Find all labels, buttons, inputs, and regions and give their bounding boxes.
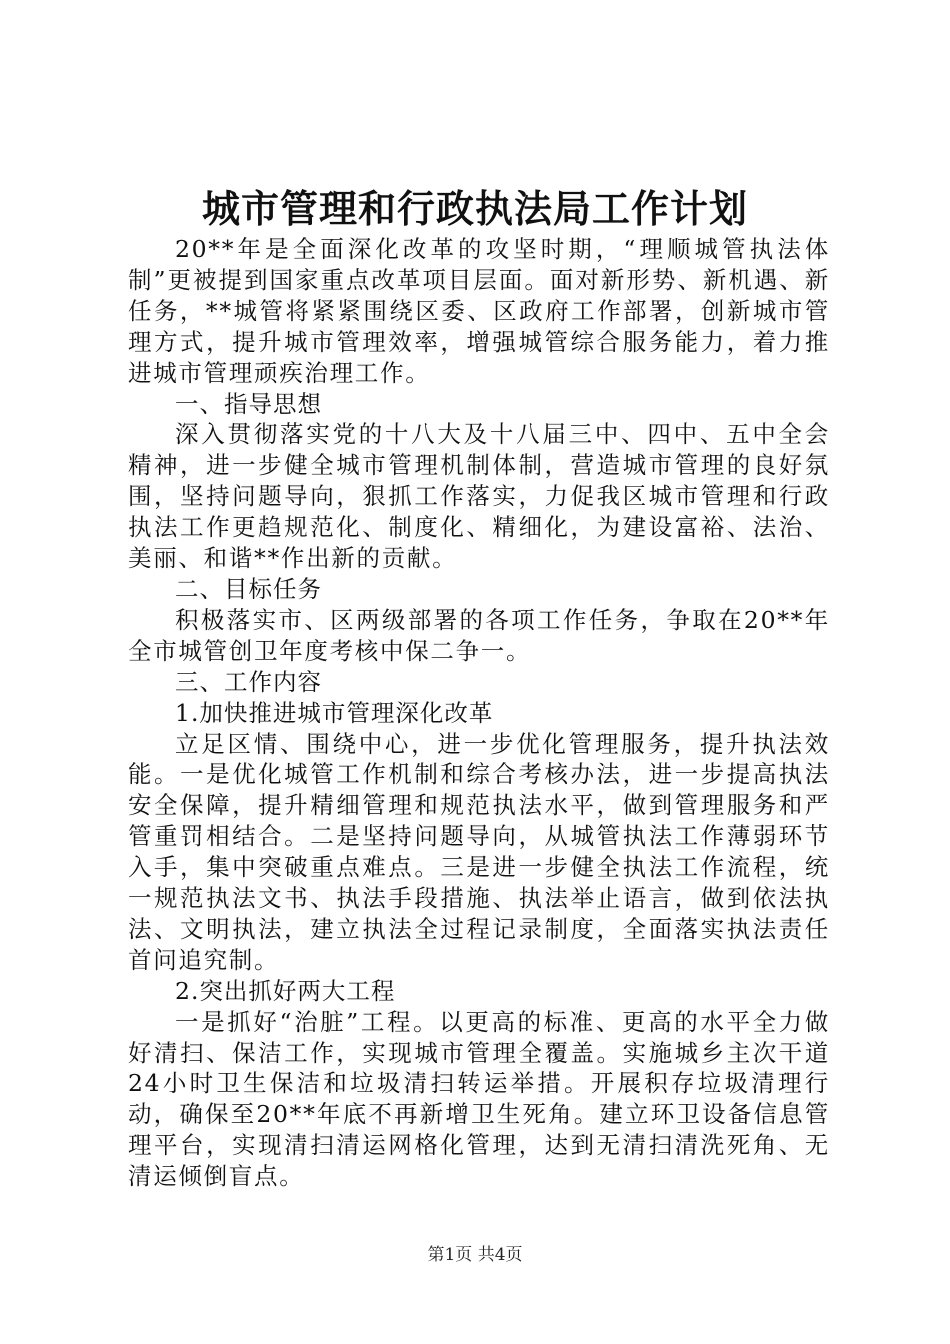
section-heading-work-content: 三、工作内容 [175,667,322,696]
document-body [128,234,830,1192]
document-title: 城市管理和行政执法局工作计划 [201,186,748,231]
goals-paragraph: 积极落实市、区两级部署的各项工作任务，争取在20**年全市城管创卫年度考核中保二争一。 [128,605,830,665]
reform-paragraph: 立足区情、围绕中心，进一步优化管理服务，提升执法效能。一是优化城管工作机制和综合考核办法，进一步提高执法安全保障，提升精细管理和规范执法水平，做到管理服务和严管重罚相结合。二是坚持问题导向，从城管执法工作薄弱环节入手，集中突破重点难点。三是进一步健全执法工作流程，统一规范执法文书、执法手段措施、执法举止语言，做到依法执法、文明执法，建立执法全过程记录制度，全面落实执法责任首问追究制。 [128,729,830,974]
guiding-thought-paragraph: 深入贯彻落实党的十八大及十八届三中、四中、五中全会精神，进一步健全城市管理机制体制，营造城市管理的良好氛围，坚持问题导向，狠抓工作落实，力促我区城市管理和行政执法工作更趋规范化、制度化、精细化，为建设富裕、法治、美丽、和谐**作出新的贡献。 [128,420,830,573]
section-heading-guiding-thought: 一、指导思想 [175,389,322,418]
section-heading-goals: 二、目标任务 [175,574,322,603]
subsection-heading-two-projects: 2.突出抓好两大工程 [175,976,396,1005]
two-projects-paragraph: 一是抓好“治脏”工程。以更高的标准、更高的水平全力做好清扫、保洁工作，实现城市管理全覆盖。实施城乡主次干道24小时卫生保洁和垃圾清扫转运举措。开展积存垃圾清理行动，确保至20**年底不再新增卫生死角。建立环卫设备信息管理平台，实现清扫清运网格化管理，达到无清扫清洗死角、无清运倾倒盲点。 [128,1007,830,1191]
subsection-heading-reform: 1.加快推进城市管理深化改革 [175,698,494,727]
page-number-footer: 第1页 共4页 [427,1245,523,1265]
intro-paragraph: 20**年是全面深化改革的攻坚时期，“理顺城管执法体制”更被提到国家重点改革项目层面。面对新形势、新机遇、新任务，**城管将紧紧围绕区委、区政府工作部署，创新城市管理方式，提升城市管理效率，增强城管综合服务能力，着力推进城市管理顽疾治理工作。 [128,235,830,387]
